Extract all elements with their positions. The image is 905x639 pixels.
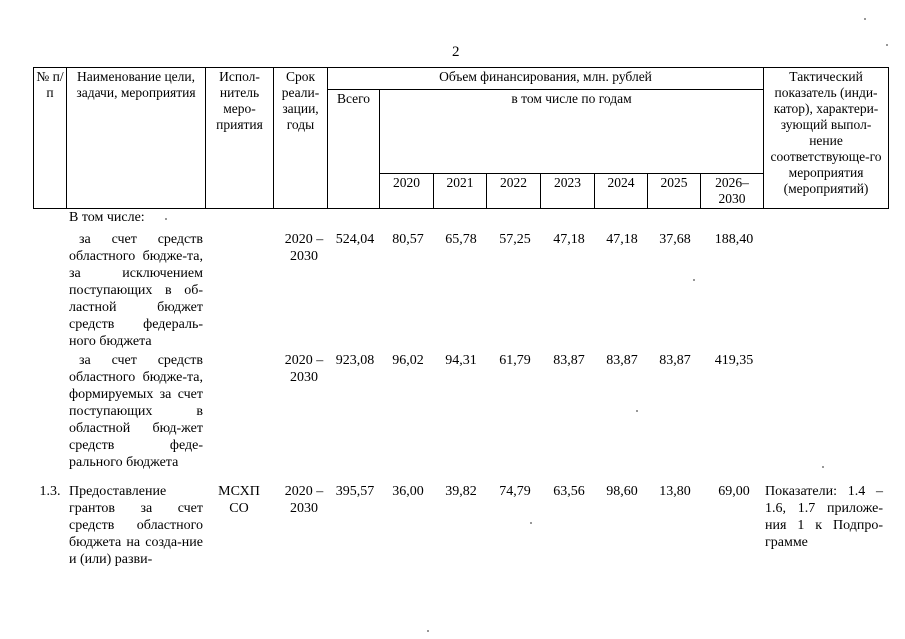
row-value-2025: 83,87 <box>659 353 691 368</box>
header-name: Наименование цели, задачи, мероприятия <box>67 68 206 209</box>
scan-speck <box>693 279 695 281</box>
scan-speck <box>886 44 888 46</box>
scan-speck <box>427 630 429 632</box>
header-no: № п/п <box>34 68 67 209</box>
row-value-2025: 13,80 <box>659 484 691 499</box>
row-value-2024: 83,87 <box>606 353 638 368</box>
row-executor: МСХП СО <box>218 484 260 516</box>
row-value-2022: 74,79 <box>499 484 531 499</box>
header-year: 2026– 2030 <box>701 174 764 209</box>
row-value-2023: 47,18 <box>553 232 585 247</box>
row-value-2023: 63,56 <box>553 484 585 499</box>
header-year: 2021 <box>434 174 487 209</box>
scan-speck <box>822 466 824 468</box>
row-value-2026-2030: 419,35 <box>714 353 754 368</box>
row-name: за счет средств областного бюдже-та, формируемых за счет поступающих в областной бюд-жет средств феде-рального бюджета <box>69 353 203 470</box>
row-term: 2020 – 2030 <box>284 232 324 264</box>
table-header <box>33 67 889 209</box>
row-name: В том числе: <box>69 210 145 225</box>
header-indicator: Тактический показатель (инди-катор), характери-зующий выпол-нение соответствующе-го мероприятия (мероприятий) <box>764 68 889 209</box>
row-total: 923,08 <box>335 353 375 368</box>
row-total: 395,57 <box>335 484 375 499</box>
page-number: 2 <box>452 44 460 60</box>
row-term: 2020 – 2030 <box>284 484 324 516</box>
header-term: Срок реали-зации, годы <box>274 68 328 209</box>
header-executor: Испол-нитель меро-приятия <box>206 68 274 209</box>
row-value-2024: 98,60 <box>606 484 638 499</box>
header-funding: Объем финансирования, млн. рублей <box>328 68 764 90</box>
scan-speck <box>864 18 866 20</box>
header-total: Всего <box>328 90 380 209</box>
header-year: 2022 <box>487 174 541 209</box>
row-value-2020: 96,02 <box>392 353 424 368</box>
row-name: Предоставление грантов за счет средств областного бюджета на созда-ние и (или) разви- <box>69 484 203 567</box>
row-value-2021: 65,78 <box>445 232 477 247</box>
row-value-2026-2030: 69,00 <box>718 484 750 499</box>
row-number: 1.3. <box>39 484 61 499</box>
header-year: 2020 <box>380 174 434 209</box>
row-total: 524,04 <box>335 232 375 247</box>
row-value-2025: 37,68 <box>659 232 691 247</box>
row-value-2026-2030: 188,40 <box>714 232 754 247</box>
header-by-years: в том числе по годам <box>380 90 764 174</box>
row-indicator: Показатели: 1.4 – 1.6, 1.7 приложе-ния 1 к Подпро-грамме <box>765 484 883 550</box>
header-year: 2025 <box>648 174 701 209</box>
row-value-2021: 39,82 <box>445 484 477 499</box>
row-value-2020: 36,00 <box>392 484 424 499</box>
row-value-2022: 57,25 <box>499 232 531 247</box>
scan-speck <box>636 410 638 412</box>
row-value-2021: 94,31 <box>445 353 477 368</box>
row-value-2022: 61,79 <box>499 353 531 368</box>
row-value-2020: 80,57 <box>392 232 424 247</box>
row-value-2023: 83,87 <box>553 353 585 368</box>
header-year: 2023 <box>541 174 595 209</box>
row-term: 2020 – 2030 <box>284 353 324 385</box>
row-value-2024: 47,18 <box>606 232 638 247</box>
header-year: 2024 <box>595 174 648 209</box>
scan-speck <box>530 522 532 524</box>
row-name: за счет средств областного бюдже-та, за исключением поступающих в об-ластной бюджет средств федераль-ного бюджета <box>69 232 203 349</box>
scan-speck <box>165 218 167 220</box>
